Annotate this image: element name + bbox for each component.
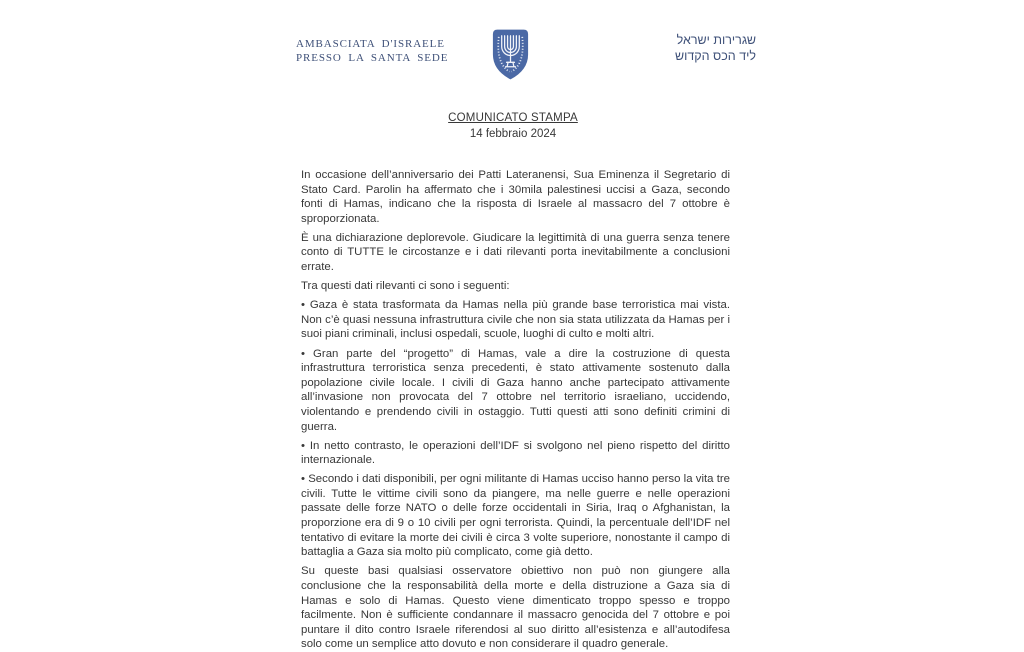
document-body bbox=[301, 168, 730, 652]
document-title-block bbox=[296, 111, 730, 142]
israel-emblem-icon bbox=[489, 26, 532, 83]
bullet-item: • Gaza è stata trasformata da Hamas nella più grande base terroristica mai vista. Non c’è quasi nessuna infrastruttura civile che non sia stata utilizzata da Hamas per i suoi piani criminali, inclusi ospedali, scuole, luoghi di culto e molti altri. bbox=[301, 299, 730, 341]
document-title: COMUNICATO STAMPA bbox=[448, 112, 578, 124]
paragraph: In occasione dell’anniversario dei Patti Lateranensi, Sua Eminenza il Segretario di Stato Card. Parolin ha affermato che i 30mila palestinesi uccisi a Gaza, secondo fonti di Hamas, indicano che la risposta di Israele al massacro del 7 ottobre è sproporzionata. bbox=[301, 169, 730, 225]
embassy-name-hebrew-line2: ליד הכס הקדוש bbox=[674, 48, 756, 63]
bullet-item: • Secondo i dati disponibili, per ogni militante di Hamas ucciso hanno perso la vita tre civili. Tutte le vittime civili sono da piangere, ma nelle guerre e nelle operazioni passate delle forze NATO o delle forze occidentali in Siria, Iraq o Afghanistan, la proporzione era di 9 o 10 civili per ogni terrorista. Quindi, la percentuale dell’IDF nel tentativo di evitare la morte dei civili è circa 3 volte superiore, nonostante il campo di battaglia a Gaza sia molto più complicato, come già detto. bbox=[301, 473, 730, 559]
bullet-item: • In netto contrasto, le operazioni dell’IDF si svolgono nel pieno rispetto del diritto internazionale. bbox=[301, 439, 730, 467]
embassy-name bbox=[296, 37, 448, 65]
paragraph: È una dichiarazione deplorevole. Giudicare la legittimità di una guerra senza tenere conto di TUTTE le circostanze e i dati rilevanti porta inevitabilmente a conclusioni errate. bbox=[301, 231, 730, 274]
document-date: 14 febbraio 2024 bbox=[469, 128, 557, 140]
embassy-name-hebrew bbox=[600, 33, 756, 64]
paragraph: Tra questi dati rilevanti ci sono i seguenti: bbox=[301, 280, 510, 293]
bullet-item: • Gran parte del “progetto” di Hamas, vale a dire la costruzione di questa infrastruttura terroristica senza precedenti, è stato attivamente sostenuto dalla popolazione civile locale. I civili di Gaza hanno anche partecipato attivamente all’invasione non provocata del 7 ottobre nel territorio israeliano, uccidendo, violentando e prendendo civili in ostaggio. Tutti questi atti sono definiti crimini di guerra. bbox=[301, 347, 730, 433]
paragraph: Su queste basi qualsiasi osservatore obiettivo non può non giungere alla conclusione che la responsabilità della morte e della distruzione a Gaza sia di Hamas e solo di Hamas. Questo viene dimenticato troppo spesso e troppo facilmente. Non è sufficiente condannare il massacro genocida del 7 ottobre e poi puntare il dito contro Israele riferendosi al suo diritto all’esistenza e all’autodifesa solo come un semplice atto dovuto e non considerare il quadro generale. bbox=[301, 565, 730, 651]
embassy-name-hebrew-line1: שגרירות ישראל bbox=[676, 33, 756, 47]
embassy-name-line2: PRESSO LA SANTA SEDE bbox=[296, 52, 449, 64]
embassy-name-line1: AMBASCIATA D'ISRAELE bbox=[296, 38, 445, 50]
